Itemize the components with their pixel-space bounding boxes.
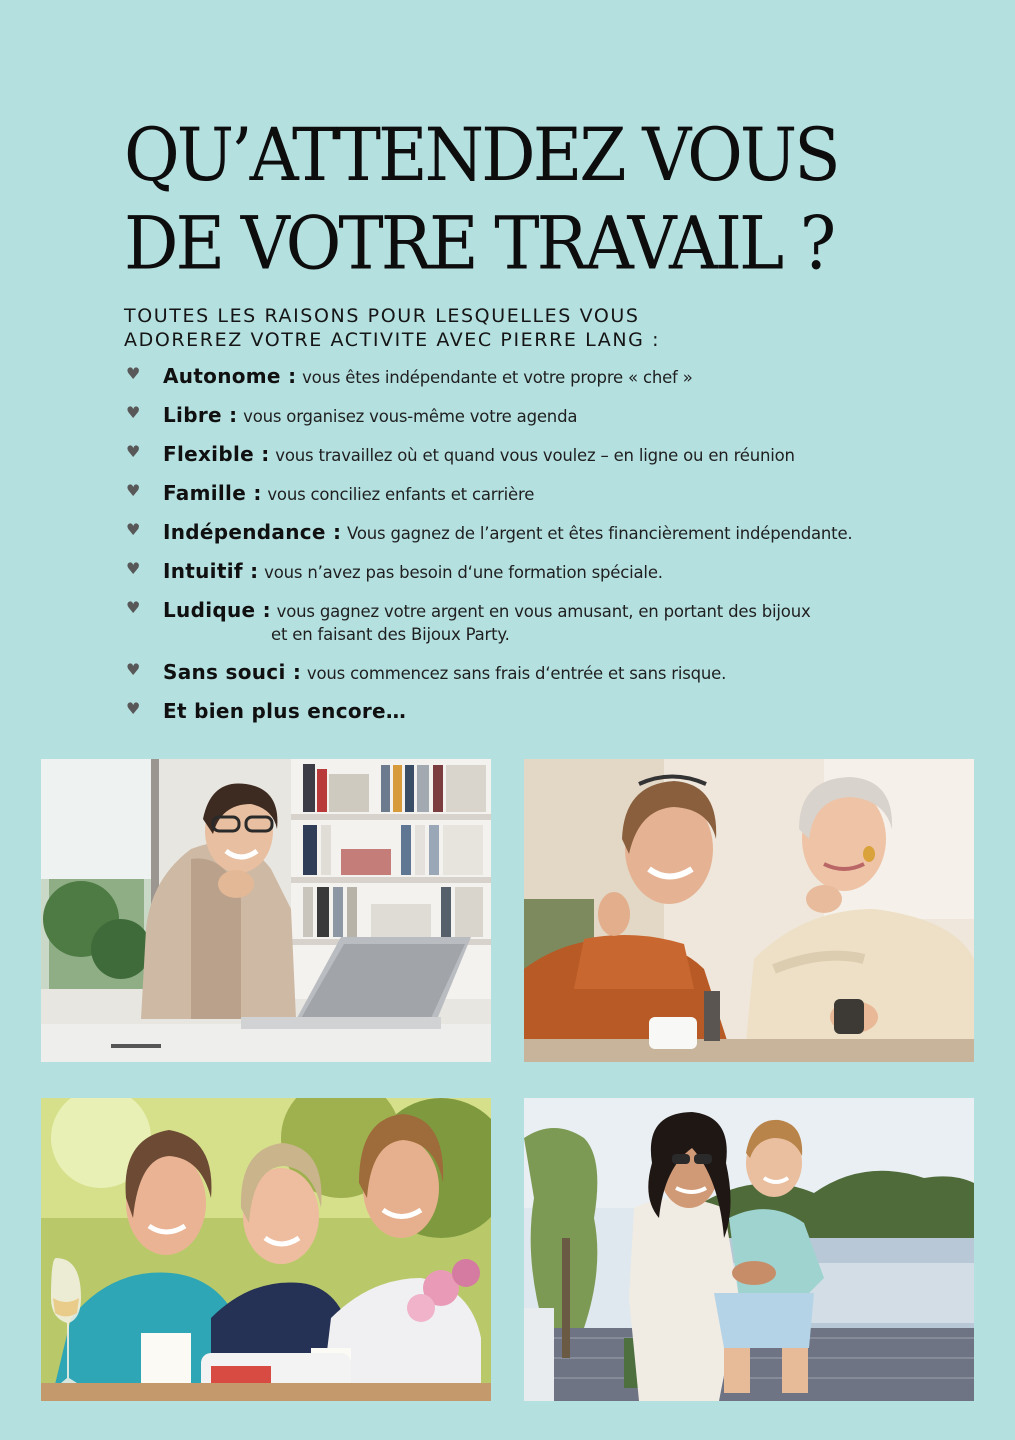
page-title [124, 112, 964, 289]
list-item [126, 559, 996, 587]
reasons-list [126, 364, 996, 738]
list-item [126, 403, 996, 431]
subtitle-line-1: TOUTES LES RAISONS POUR LESQUELLES VOUS [124, 305, 640, 327]
photo-two-women-cafe [524, 759, 974, 1062]
reason-term: Autonome : [163, 364, 297, 388]
photo-woman-laptop [41, 759, 491, 1062]
reason-term: Et bien plus encore… [163, 699, 407, 723]
reason-term: Famille : [163, 481, 262, 505]
title-line-1: QU’ATTENDEZ VOUS [124, 113, 838, 199]
reason-description: Vous gagnez de l’argent et êtes financièrement indépendante. [347, 524, 853, 543]
list-item [126, 598, 996, 646]
list-item [126, 481, 996, 509]
reason-term: Libre : [163, 403, 238, 427]
reason-description: vous organisez vous-même votre agenda [243, 407, 578, 426]
reason-term: Flexible : [163, 442, 270, 466]
list-item [126, 660, 996, 688]
list-item [126, 442, 996, 470]
reason-term: Sans souci : [163, 660, 302, 684]
reason-description: vous n’avez pas besoin d‘une formation spéciale. [264, 563, 663, 582]
reason-description: vous conciliez enfants et carrière [267, 485, 535, 504]
reason-description: vous travaillez où et quand vous voulez – en ligne ou en réunion [275, 446, 795, 465]
reason-description: vous gagnez votre argent en vous amusant, en portant des bijoux [276, 602, 811, 621]
reason-term: Ludique : [163, 598, 271, 622]
list-item [126, 520, 996, 548]
heart-icon: ♥ [126, 442, 141, 461]
heart-icon: ♥ [126, 481, 141, 500]
subtitle [124, 304, 944, 352]
photo-three-women-party [41, 1098, 491, 1401]
heart-icon: ♥ [126, 598, 141, 617]
heart-icon: ♥ [126, 403, 141, 422]
reason-description: vous commencez sans frais d‘entrée et sans risque. [306, 664, 727, 683]
heart-icon: ♥ [126, 559, 141, 578]
photo-mother-child-lake [524, 1098, 974, 1401]
subtitle-line-2: ADOREREZ VOTRE ACTIVITE AVEC PIERRE LANG : [124, 329, 661, 351]
heart-icon: ♥ [126, 699, 141, 718]
reason-description-line-2: et en faisant des Bijoux Party. [271, 625, 510, 644]
heart-icon: ♥ [126, 364, 141, 383]
reason-term: Intuitif : [163, 559, 259, 583]
reason-term: Indépendance : [163, 520, 342, 544]
list-item [126, 699, 996, 727]
list-item [126, 364, 996, 392]
reason-description: vous êtes indépendante et votre propre « chef » [302, 368, 693, 387]
heart-icon: ♥ [126, 660, 141, 679]
title-line-2: DE VOTRE TRAVAIL ? [124, 201, 834, 287]
heart-icon: ♥ [126, 520, 141, 539]
